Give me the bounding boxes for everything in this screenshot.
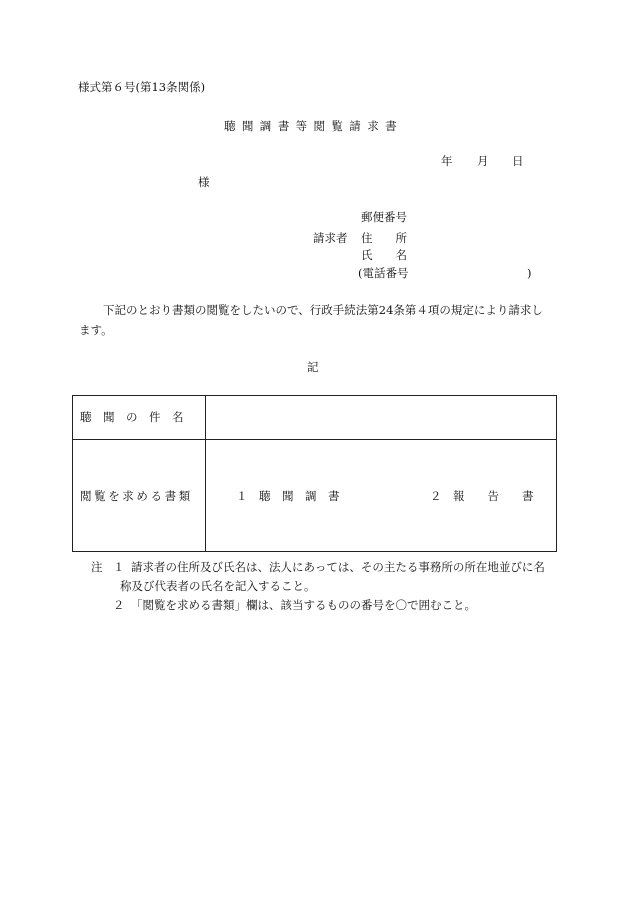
note-2-text: 「閲覧を求める書類」欄は、該当するものの番号を〇で囲むこと。 xyxy=(131,598,476,612)
date-day: 日 xyxy=(512,154,524,168)
form-number: 様式第６号(第13条関係) xyxy=(78,80,206,94)
requester-label: 請求者 xyxy=(313,231,348,245)
body-text-line-2: ます。 xyxy=(79,323,113,337)
option-hearing-record[interactable]: １ 聴 聞 調 書 xyxy=(236,489,340,503)
phone-close-paren: ) xyxy=(527,266,532,280)
table-row-divider xyxy=(73,439,556,440)
document-title: 聴聞調書等閲覧請求書 xyxy=(224,119,403,133)
hearing-subject-value[interactable] xyxy=(213,412,548,426)
addressee-suffix: 様 xyxy=(198,175,210,189)
date-month: 月 xyxy=(477,154,489,168)
postal-code-label: 郵便番号 xyxy=(361,210,407,224)
record-heading: 記 xyxy=(307,360,319,374)
note-2-number: ２ xyxy=(113,598,125,612)
request-table xyxy=(72,395,557,552)
hearing-subject-label: 聴 聞 の 件 名 xyxy=(80,410,184,424)
name-label: 氏 名 xyxy=(361,248,407,262)
date-year: 年 xyxy=(441,154,453,168)
note-1-number: １ xyxy=(113,560,125,574)
table-column-divider xyxy=(205,396,206,551)
note-1-line-2: 称及び代表者の氏名を記入すること。 xyxy=(120,579,316,593)
address-label: 住 所 xyxy=(361,231,407,245)
documents-requested-label: 閲覧を求める書類 xyxy=(80,489,193,503)
phone-label: (電話番号 xyxy=(358,266,409,280)
note-label: 注 xyxy=(91,560,103,574)
note-1-line-1: 請求者の住所及び氏名は、法人にあっては、その主たる事務所の所在地並びに名 xyxy=(131,560,545,574)
body-text-line-1: 下記のとおり書類の閲覧をしたいので、行政手続法第24条第４項の規定により請求し xyxy=(103,303,543,317)
option-report[interactable]: ２ 報 告 書 xyxy=(430,489,534,503)
